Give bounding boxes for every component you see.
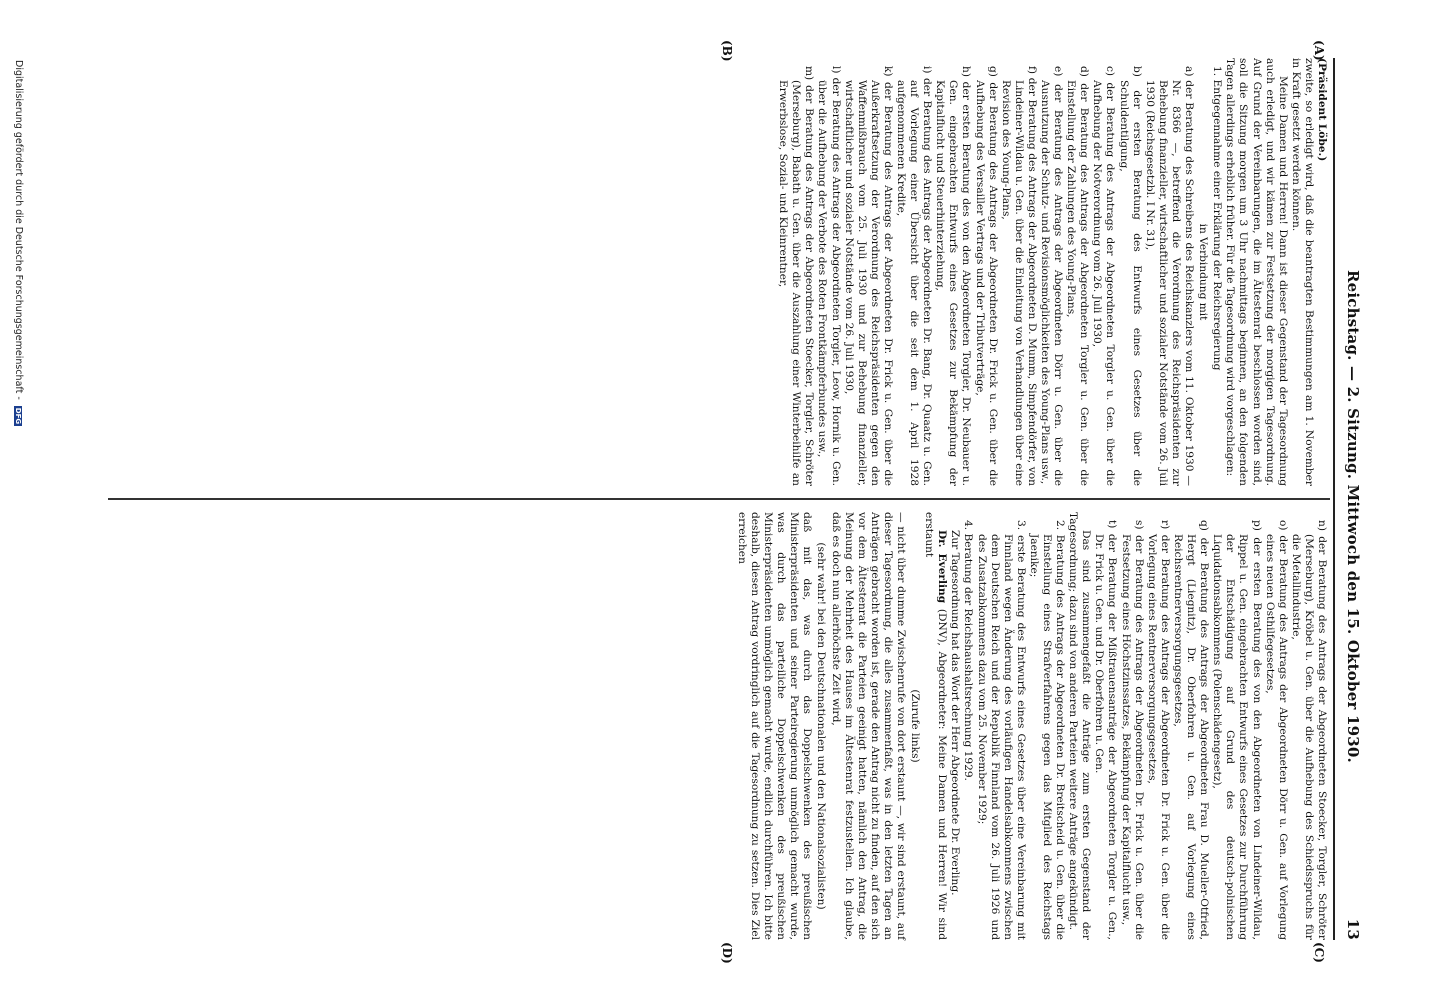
credit-text: Digitalisierung gefördert durch die Deutsche Forschungsgemeinschaft - — [13, 60, 24, 400]
agenda-item: r) der Beratung des Antrags der Abgeordneten Dr. Frick u. Gen. über die Vorlegung eines Rentnerversorgungsgesetzes, — [1145, 520, 1171, 940]
agenda-item: l) der Beratung des Antrags der Abgeordneten Torgler, Leow, Hornik u. Gen. über die Aufhebung der Verbote des Roten Frontkämpferbundes usw., — [816, 66, 842, 486]
header-rule — [1333, 58, 1335, 940]
agenda-item: 3. erste Beratung des Entwurfs eines Gesetzes über eine Vereinbarung mit Finnland wegen Änderung des vorläufigen Handelsabkommens zwischen dem Deutschen Reich und der Republik Finnland vom 26. Juli 1926 und des Zusatzabkommens dazu vom 25. November 1929; — [975, 520, 1027, 940]
paragraph: — nicht über dumme Zwischenrufe von dort erstaunt —, wir sind erstaunt, auf dieser Tagesordnung, die alles zusammenfaßt, was in den letzten Tagen an Anträgen gebracht worden ist, gerade den Antrag nicht zu finden, auf den sich vor dem Ältestenrat die Parteien geeinigt hatten, nämlich den Antrag, die Meinung der Mehrheit des Hauses im Ältestenrat festzustellen. Ich glaube, daß es doch nun allerhöchste Zeit wird, — [829, 512, 907, 940]
page-number: 13 — [1344, 918, 1362, 940]
agenda-item: k) der Beratung des Antrags der Abgeordneten Dr. Frick u. Gen. über die Außerkraftsetzung der Verordnung des Reichspräsidenten gegen den Waffenmißbrauch vom 25. Juli 1930 und zur Behebung finanzieller, wirtschaftlicher und sozialer Notstände vom 26. Juli 1930, — [842, 66, 894, 486]
dfg-logo: DFG — [14, 407, 23, 425]
column-divider — [108, 498, 1330, 500]
digitization-credit — [13, 60, 24, 426]
margin-marker-a: (A) — [1312, 40, 1326, 61]
agenda-item: c) der Beratung des Antrags der Abgeordneten Torgler u. Gen. über die Aufhebung der Notverordnung vom 26. Juli 1930, — [1091, 66, 1117, 486]
interjection-line: in Verbindung mit — [1197, 223, 1210, 321]
agenda-item: b) der ersten Beratung des Entwurfs eines Gesetzes über die Schuldentilgung, — [1117, 66, 1143, 486]
agenda-item: 4. Beratung der Reichshaushaltsrechnung 1929. — [962, 520, 975, 781]
speaker-name: Dr. Everling — [936, 530, 949, 604]
agenda-item: q) der Beratung des Antrags der Abgeordneten Frau D. Mueller-Otfried, Hergt (Liegnitz), Dr. Oberfohren u. Gen. auf Vorlegung eines Reichsrentnerversorgungsgesetzes, — [1171, 520, 1211, 940]
right-column — [735, 512, 1328, 940]
page-header — [1340, 60, 1362, 940]
paragraph: Meine Damen und Herren! Dann ist dieser Gegenstand der Tagesordnung auch erledigt, und wir kämen zur Festsetzung der morgigen Tagesordnung. Auf Grund der Vereinbarungen, die im Ältestenrat beschlossen worden sind, soll die Sitzung morgen um 3 Uhr nachmittags beginnen, an den folgenden Tagen allerdings erheblich früher. Für die Tagesordnung wird vorgeschlagen: — [1224, 58, 1289, 486]
margin-marker-d: (D) — [720, 942, 734, 964]
interjection-line: (Zurufe links) — [909, 689, 922, 763]
agenda-item: m) der Beratung des Antrags der Abgeordneten Stoecker, Torgler, Schröter (Merseburg), Babath u. Gen. über die Auszahlung einer Winterbeihilfe an Erwerbslose, Sozial- und Kleinrentner, — [777, 66, 816, 486]
agenda-item: i) der Beratung des Antrags der Abgeordneten Dr. Bang, Dr. Quaatz u. Gen. auf Vorlegung einer Übersicht über die seit dem 1. April 1928 aufgenommenen Kredite, — [895, 66, 934, 486]
paragraph: Zur Tagesordnung hat das Wort der Herr Abgeordnete Dr. Everling. — [949, 530, 962, 896]
agenda-item: f) der Beratung des Antrags der Abgeordneten D. Mumm, Simpfendörfer, von Lindeiner-Wildau u. Gen. über die Einleitung von Verhandlungen über eine Revision des Young-Plans, — [999, 66, 1038, 486]
agenda-item: n) der Beratung des Antrags der Abgeordneten Stoecker, Torgler, Schröter (Merseburg), Kröbel u. Gen. über die Aufhebung des Schiedsspruchs für die Metallindustrie, — [1289, 520, 1328, 940]
agenda-item: h) der ersten Beratung des von den Abgeordneten Torgler, Dr. Neubauer u. Gen. eingebrachten Entwurfs eines Gesetzes zur Bekämpfung der Kapitalflucht und Steuerhinterziehung, — [934, 66, 973, 486]
margin-marker-b: (B) — [720, 40, 734, 62]
agenda-item: a) der Beratung des Schreibens des Reichskanzlers vom 11. Oktober 1930 — Nr. 8366 —, betreffend die Verordnung des Reichspräsidenten zur Behebung finanzieller, wirtschaftlicher und sozialer Notstände vom 26. Juli 1930 (Reichsgesetzbl. I Nr. 31), — [1143, 66, 1196, 486]
speaker-text: (DNV), Abgeordneter: Meine Damen und Herren! Wir sind erstaunt — [923, 512, 949, 940]
speaker-label: (Präsident Löbe.) — [1316, 58, 1328, 162]
agenda-item: g) der Beratung des Antrags der Abgeordneten Dr. Frick u. Gen. über die Aufhebung des Versailler Vertrags und der Tributverträge, — [973, 66, 999, 486]
agenda-item: d) der Beratung des Antrags der Abgeordneten Torgler u. Gen. über die Einstellung der Zahlungen des Young-Plans, — [1065, 66, 1091, 486]
page-title: Reichstag. — 2. Sitzung. Mittwoch den 15. Oktober 1930. — [1344, 270, 1362, 763]
left-column — [776, 58, 1328, 486]
speaker-paragraph — [922, 512, 948, 940]
agenda-item: s) der Beratung des Antrags der Abgeordneten Dr. Frick u. Gen. über die Festsetzung eines Höchstzinssatzes, Bekämpfung der Kapitalflucht usw., — [1119, 520, 1145, 940]
interjection-line: (sehr wahr! bei den Deutschnationalen und den Nationalsozialisten) — [815, 542, 828, 910]
agenda-item: p) der ersten Beratung des von den Abgeordneten von Lindeiner-Wildau, Rippel u. Gen. eingebrachten Entwurfs eines Gesetzes zur Durchführung der Entschädigung auf Grund des deutsch-polnischen Liquidationsabkommens (Polenschädengesetz), — [1211, 520, 1263, 940]
paragraph: Das sind zusammengefaßt die Anträge zum ersten Gegenstand der Tagesordnung; dazu sind von anderen Parteien weitere Anträge angekündigt. — [1067, 512, 1093, 940]
agenda-item: 2. Beratung des Antrags der Abgeordneten Dr. Breitscheid u. Gen. über die Einstellung eines Strafverfahrens gegen das Mitglied des Reichstags Jaenike; — [1027, 520, 1067, 940]
agenda-item: 1. Entgegennahme einer Erklärung der Reichsregierung — [1211, 66, 1224, 371]
agenda-item: t) der Beratung der Mißtrauensanträge der Abgeordneten Torgler u. Gen., Dr. Frick u. Gen. und Dr. Oberfohren u. Gen. — [1093, 520, 1119, 940]
agenda-item: e) der Beratung des Antrags der Abgeordneten Dörr u. Gen. über die Ausnutzung der Schutz- und Revisionsmöglichkeiten des Young-Plans usw., — [1039, 66, 1065, 486]
paragraph: daß mit das, was durch das Doppelschwenken des preußischen Ministerpräsidenten und seiner Parteiregierung unmöglich gemacht wurde, was durch das parteiliche Doppelschwenken des preußischen Ministerpräsidenten unmöglich gemacht wurde, endlich durchführen. Ich bitte deshalb, diesen Antrag vordringlich auf die Tagesordnung zu setzen. Dies Ziel erreichen — [735, 512, 814, 940]
margin-marker-c: (C) — [1312, 942, 1326, 963]
agenda-item: o) der Beratung des Antrags der Abgeordneten Dörr u. Gen. auf Vorlegung eines neuen Osthilfegesetzes, — [1263, 520, 1289, 940]
paragraph: zweite, so erledigt wird, daß die beantragten Bestimmungen am 1. November in Kraft gesetzt werden können. — [1289, 58, 1315, 486]
